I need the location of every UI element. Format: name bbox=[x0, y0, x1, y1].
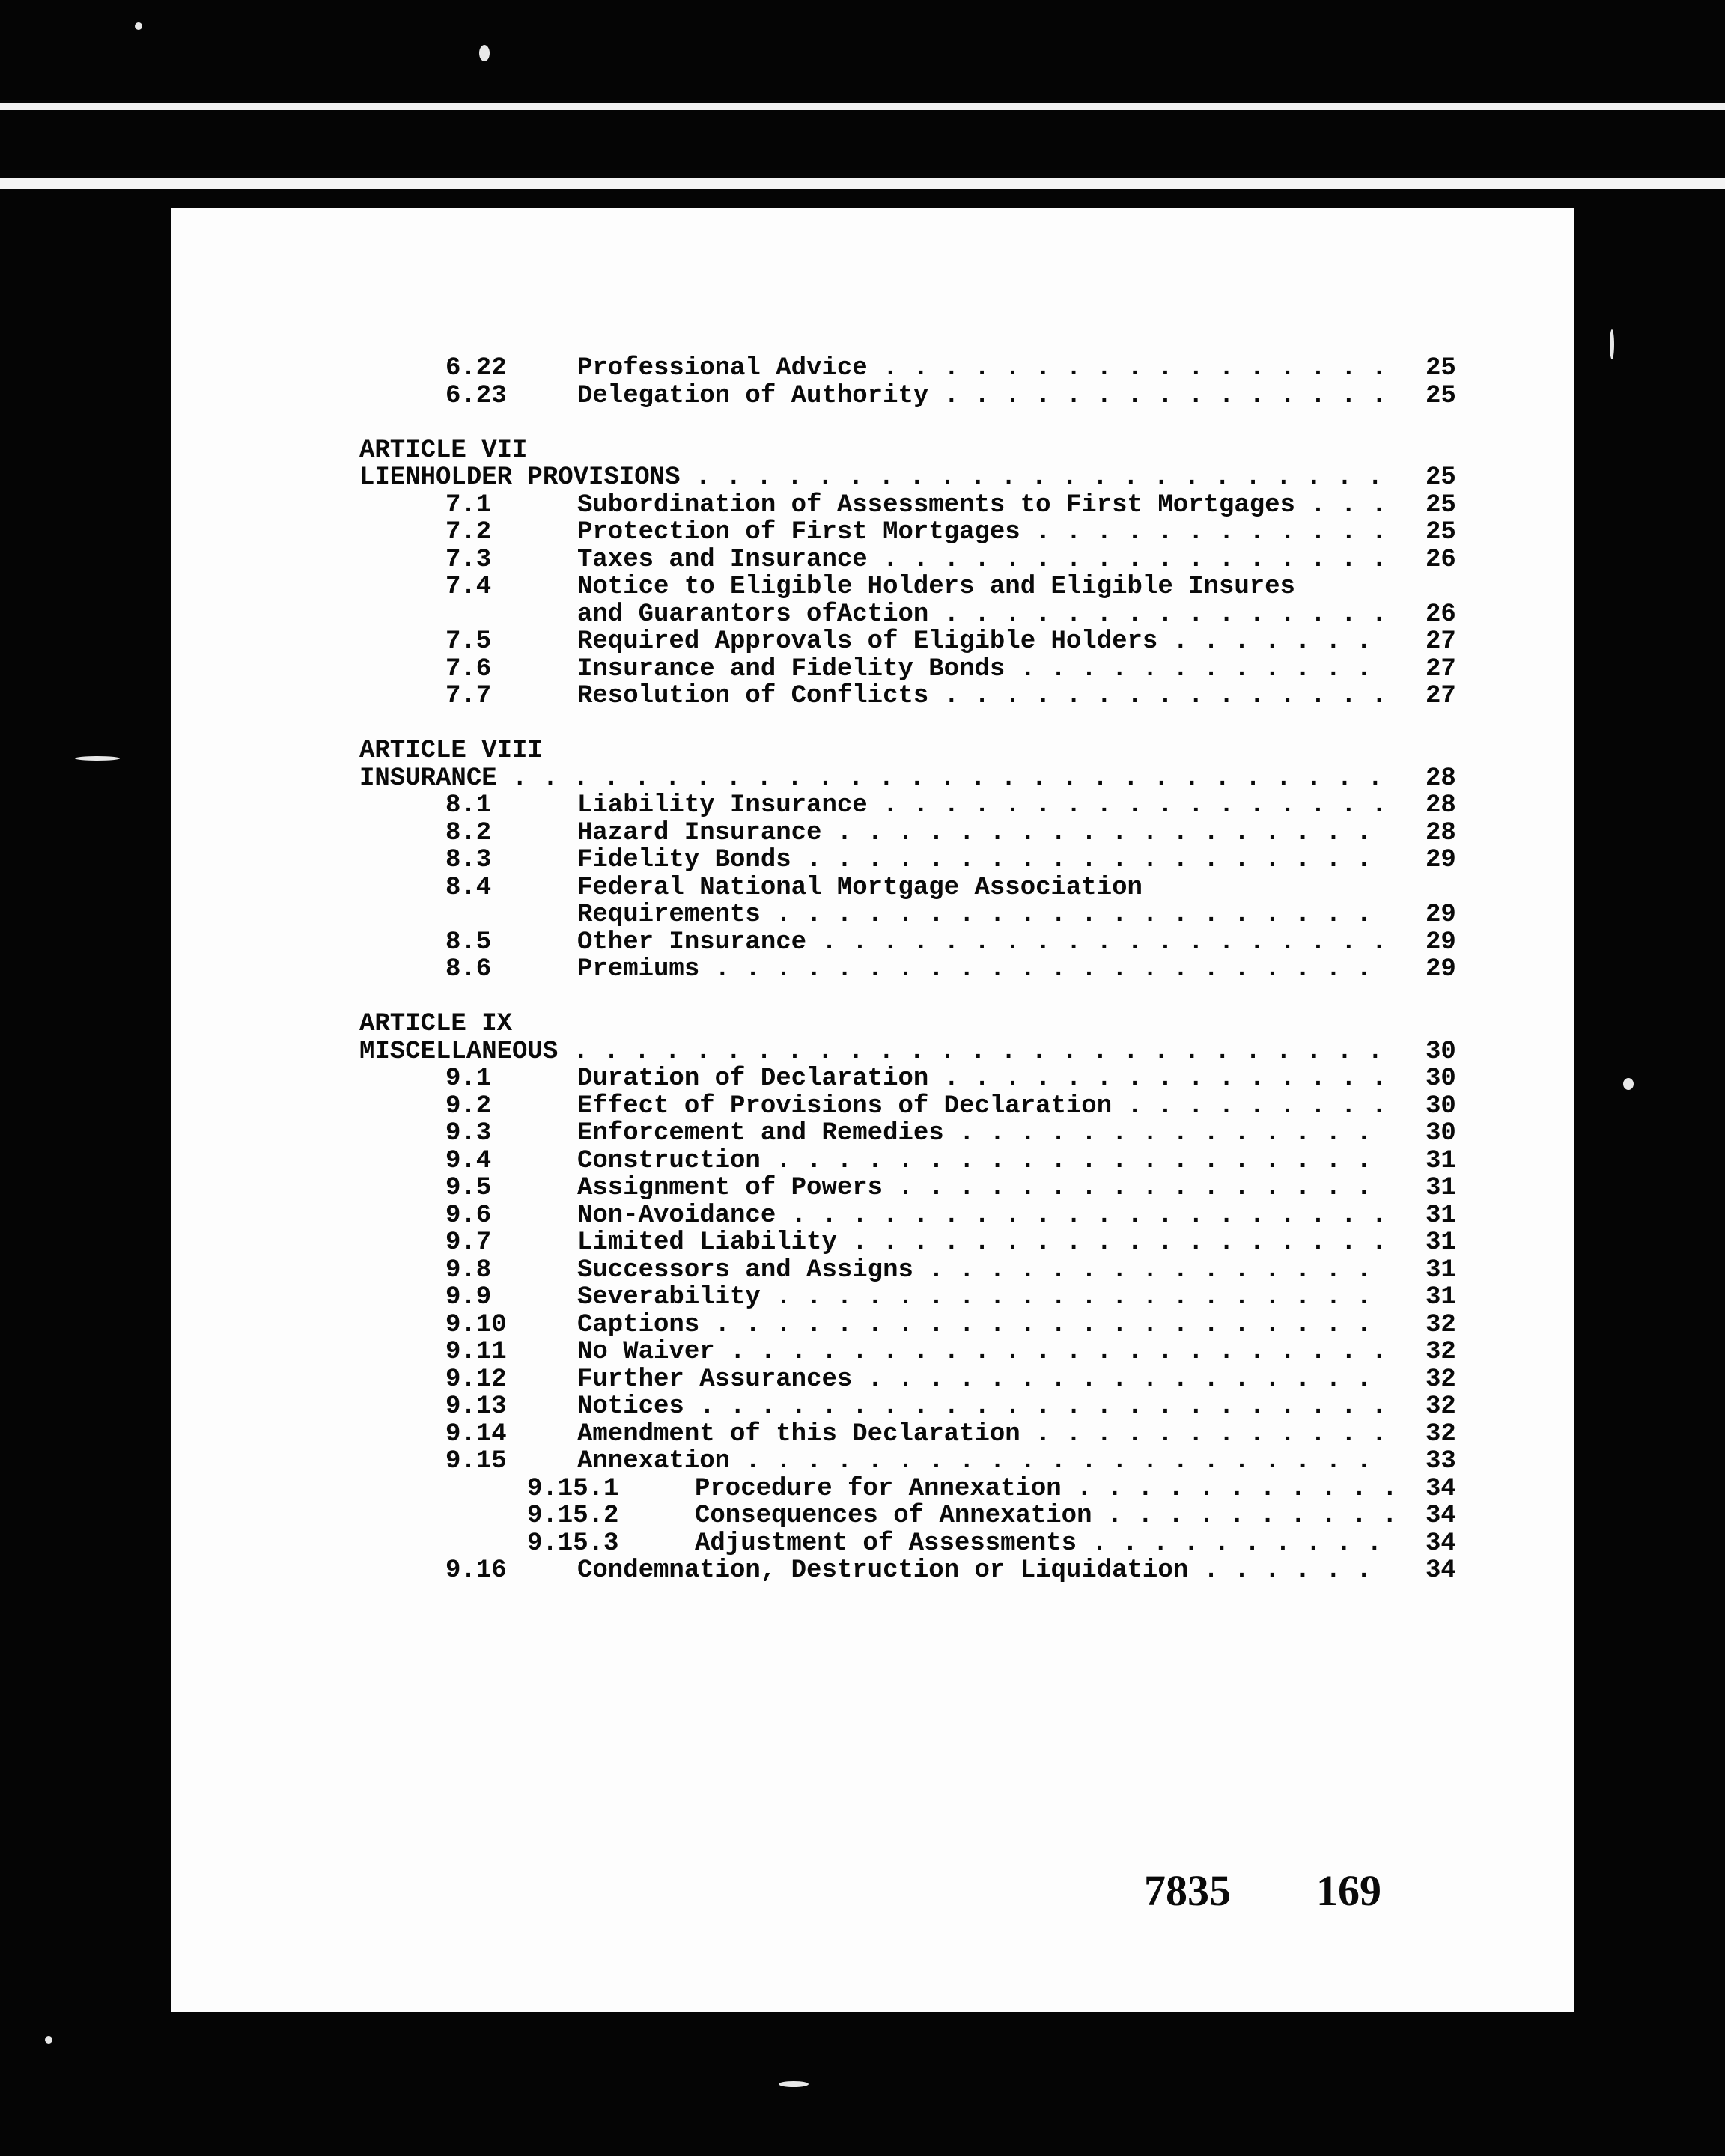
toc-entry bbox=[171, 546, 1574, 573]
toc-section-number: 9.14 bbox=[445, 1419, 507, 1449]
toc-section-title: Other Insurance bbox=[577, 928, 807, 957]
toc-page-number: 25 bbox=[1426, 381, 1456, 410]
toc-page-number: 30 bbox=[1426, 1091, 1456, 1121]
toc-entry bbox=[171, 820, 1574, 847]
toc-section-number: 9.13 bbox=[445, 1392, 507, 1421]
toc-section-title: Protection of First Mortgages bbox=[577, 518, 1020, 546]
toc-section-title: Severability bbox=[577, 1283, 761, 1312]
toc-section-title: INSURANCE bbox=[359, 764, 497, 793]
toc-leader-dots: . . . . . . . . . . . . . . . . . . . . . . . bbox=[699, 1392, 1387, 1421]
toc-section-number: 9.15.1 bbox=[527, 1474, 619, 1503]
toc-leader-dots: . . . . . . . . . . . . . . . . . . . . . . bbox=[730, 1338, 1387, 1366]
toc-section-title: Fidelity Bonds bbox=[577, 846, 791, 874]
scan-speck bbox=[1623, 1078, 1634, 1090]
toc-page-number: 31 bbox=[1426, 1201, 1456, 1230]
scan-speck bbox=[135, 22, 142, 30]
toc-section-number: 8.3 bbox=[445, 846, 492, 874]
toc-entry bbox=[171, 1229, 1574, 1256]
footer-page-number: 169 bbox=[1316, 1866, 1381, 1915]
toc-section-title: Procedure for Annexation bbox=[695, 1474, 1062, 1503]
toc-entry bbox=[171, 628, 1574, 655]
toc-section-number: 9.16 bbox=[445, 1556, 507, 1585]
toc-entry bbox=[171, 874, 1574, 901]
toc-entry bbox=[171, 1502, 1574, 1529]
toc-page-number: 32 bbox=[1426, 1419, 1456, 1449]
toc-page-number: 28 bbox=[1426, 791, 1456, 820]
scan-edge-line bbox=[0, 103, 1725, 110]
toc-section-title: Condemnation, Destruction or Liquidation bbox=[577, 1556, 1189, 1585]
toc-section-number: 6.22 bbox=[445, 354, 507, 383]
toc-section-title: Effect of Provisions of Declaration bbox=[577, 1091, 1113, 1121]
toc-page-number: 30 bbox=[1426, 1065, 1456, 1093]
toc-section-title: Successors and Assigns bbox=[577, 1255, 913, 1285]
toc-section-title: LIENHOLDER PROVISIONS bbox=[359, 463, 681, 492]
toc-leader-dots: . . . . . . . . . . . . . . . . . . . . . . . . . . . bbox=[573, 1037, 1399, 1066]
toc-entry bbox=[171, 1339, 1574, 1365]
toc-section-number: 7.4 bbox=[445, 573, 492, 601]
toc-section-title: Liability Insurance bbox=[577, 791, 868, 820]
toc-leader-dots: . . . . . . . . . . . . . . . . . . . . bbox=[776, 901, 1387, 929]
toc-section-title: No Waiver bbox=[577, 1338, 715, 1366]
toc-article-heading bbox=[171, 737, 1574, 764]
toc-entry bbox=[171, 792, 1574, 819]
toc-entry bbox=[171, 1175, 1574, 1202]
toc-section-title: Enforcement and Remedies bbox=[577, 1119, 944, 1148]
toc-leader-dots: . . . . . . . . . . . . . . . . . . . . . bbox=[745, 1447, 1387, 1476]
toc-section-title: Notice to Eligible Holders and Eligible Insures bbox=[577, 573, 1295, 601]
toc-page-number: 32 bbox=[1426, 1365, 1456, 1394]
toc-entry bbox=[171, 573, 1574, 600]
toc-leader-dots: . . . . . . . . . . . . bbox=[1035, 1419, 1387, 1449]
toc-section-number: 9.5 bbox=[445, 1174, 492, 1202]
toc-page-number: 34 bbox=[1426, 1556, 1456, 1585]
toc-section-title: Assignment of Powers bbox=[577, 1174, 883, 1202]
toc-entry bbox=[171, 355, 1574, 382]
toc-entry bbox=[171, 683, 1574, 710]
toc-page-number: 32 bbox=[1426, 1310, 1456, 1339]
toc-section-number: 9.15.2 bbox=[527, 1502, 619, 1530]
toc-page-number: 31 bbox=[1426, 1255, 1456, 1285]
toc-section-title: Consequences of Annexation bbox=[695, 1502, 1092, 1530]
toc-leader-dots: . . . . . . . . . bbox=[1127, 1091, 1387, 1121]
toc-section-number: 9.10 bbox=[445, 1310, 507, 1339]
toc-entry bbox=[171, 656, 1574, 683]
toc-section-number: 9.1 bbox=[445, 1065, 492, 1093]
toc-section-title: Resolution of Conflicts bbox=[577, 682, 929, 710]
scan-speck bbox=[1610, 329, 1614, 359]
article-heading-text: ARTICLE IX bbox=[359, 1010, 513, 1038]
toc-entry bbox=[171, 601, 1574, 628]
toc-page-number: 25 bbox=[1426, 490, 1456, 520]
toc-section-title: Amendment of this Declaration bbox=[577, 1419, 1020, 1449]
toc-section-title: Requirements bbox=[577, 901, 761, 929]
toc-section-number: 8.6 bbox=[445, 955, 492, 984]
toc-section-title: Notices bbox=[577, 1392, 684, 1421]
toc-article-heading bbox=[171, 1011, 1574, 1038]
toc-section-title: Further Assurances bbox=[577, 1365, 853, 1394]
toc-section-number: 9.3 bbox=[445, 1119, 492, 1148]
toc-entry bbox=[171, 765, 1574, 792]
toc-section-title: Taxes and Insurance bbox=[577, 545, 868, 574]
toc-section-number: 9.9 bbox=[445, 1283, 492, 1312]
toc-section-title: Duration of Declaration bbox=[577, 1065, 929, 1093]
toc-leader-dots: . . . . . . . . . . . . . . . . . . . . bbox=[791, 1201, 1387, 1230]
toc-section-title: Subordination of Assessments to First Mortgages bbox=[577, 490, 1295, 520]
toc-entry bbox=[171, 1393, 1574, 1420]
toc-page-number: 29 bbox=[1426, 955, 1456, 984]
toc-page-number: 32 bbox=[1426, 1338, 1456, 1366]
toc-section-title: Insurance and Fidelity Bonds bbox=[577, 654, 1006, 683]
toc-section-number: 9.15.3 bbox=[527, 1529, 619, 1558]
toc-page-number: 27 bbox=[1426, 654, 1456, 683]
toc-section-number: 7.3 bbox=[445, 545, 492, 574]
footer-book-number: 7835 bbox=[1144, 1866, 1231, 1915]
toc-section-number: 8.1 bbox=[445, 791, 492, 820]
toc-page-number: 31 bbox=[1426, 1283, 1456, 1312]
toc-page-number: 30 bbox=[1426, 1119, 1456, 1148]
toc-section-number: 8.4 bbox=[445, 873, 492, 902]
toc-section-title: and Guarantors ofAction bbox=[577, 600, 929, 629]
toc-entry bbox=[171, 519, 1574, 546]
scan-speck bbox=[779, 2081, 809, 2087]
toc-leader-dots: . . . . . . . . . . . . . . . bbox=[943, 381, 1387, 410]
toc-section-number: 9.11 bbox=[445, 1338, 507, 1366]
toc-entry bbox=[171, 847, 1574, 874]
toc-entry bbox=[171, 1557, 1574, 1584]
toc-entry bbox=[171, 1476, 1574, 1502]
toc-page-number: 27 bbox=[1426, 682, 1456, 710]
toc-section-number: 9.7 bbox=[445, 1228, 492, 1257]
toc-page-number: 31 bbox=[1426, 1174, 1456, 1202]
toc-leader-dots: . . . . . . . . . . bbox=[1107, 1502, 1398, 1530]
toc-entry bbox=[171, 1093, 1574, 1120]
toc-section-number: 7.1 bbox=[445, 490, 492, 520]
toc-leader-dots: . . . . . . . . . . . . . . . . bbox=[898, 1174, 1387, 1202]
toc-page-number: 29 bbox=[1426, 928, 1456, 957]
toc-leader-dots: . . . . . . . . . . bbox=[1092, 1529, 1398, 1558]
toc-section-title: Construction bbox=[577, 1146, 761, 1175]
document-page bbox=[171, 208, 1574, 2012]
toc-entry bbox=[171, 383, 1574, 409]
toc-entry bbox=[171, 1312, 1574, 1339]
toc-leader-dots: . . . . . . . . . . . . . . . . . . . . . . bbox=[714, 1310, 1387, 1339]
toc-leader-dots: . . . . . . . . . . . . . . . bbox=[928, 1255, 1387, 1285]
toc-page-number: 32 bbox=[1426, 1392, 1456, 1421]
toc-leader-dots: . . . . . . . . . . . . bbox=[1020, 654, 1387, 683]
toc-section-number: 9.15 bbox=[445, 1447, 507, 1476]
toc-entry bbox=[171, 1120, 1574, 1147]
toc-page-number: 34 bbox=[1426, 1474, 1456, 1503]
scan-speck bbox=[75, 756, 120, 761]
toc-section-number: 7.6 bbox=[445, 654, 492, 683]
toc-entry bbox=[171, 1421, 1574, 1448]
toc-section-number: 9.12 bbox=[445, 1365, 507, 1394]
toc-section-number: 9.2 bbox=[445, 1091, 492, 1121]
toc-entry bbox=[171, 464, 1574, 491]
toc-leader-dots: . . . . . . . . . . . . . . . . . . . bbox=[821, 928, 1387, 957]
toc-entry bbox=[171, 1530, 1574, 1557]
toc-entry bbox=[171, 1202, 1574, 1229]
toc-entry bbox=[171, 1065, 1574, 1092]
toc-section-title: Annexation bbox=[577, 1447, 731, 1476]
toc-leader-dots: . . . . . . bbox=[1203, 1556, 1387, 1585]
toc-entry bbox=[171, 1448, 1574, 1475]
toc-entry bbox=[171, 1366, 1574, 1393]
scan-speck bbox=[45, 2036, 52, 2044]
toc-section-title: Premiums bbox=[577, 955, 700, 984]
toc-section-title: Federal National Mortgage Association bbox=[577, 873, 1143, 902]
toc-page-number: 25 bbox=[1426, 354, 1456, 383]
toc-leader-dots: . . . . . . . . . . . . . . . . . bbox=[867, 1365, 1387, 1394]
toc-section-title: Delegation of Authority bbox=[577, 381, 929, 410]
toc-page-number: 29 bbox=[1426, 901, 1456, 929]
toc-leader-dots: . . . . . . . . . . . bbox=[1077, 1474, 1398, 1503]
toc-leader-dots: . . . . . . . . . . . . . . . . . . . bbox=[806, 846, 1387, 874]
toc-section-number: 8.5 bbox=[445, 928, 492, 957]
toc-entry bbox=[171, 956, 1574, 983]
toc-leader-dots: . . . . . . . . . . . . . . . . . bbox=[883, 791, 1387, 820]
toc-leader-dots: . . . . . . . . . . . . . . . . . . . . . . . bbox=[695, 463, 1399, 492]
toc-leader-dots: . . . . . . . . . . . . . . . . . . . . bbox=[776, 1283, 1387, 1312]
toc-section-title: Required Approvals of Eligible Holders bbox=[577, 627, 1158, 656]
toc-section-title: Limited Liability bbox=[577, 1228, 837, 1257]
toc-page-number: 31 bbox=[1426, 1228, 1456, 1257]
toc-section-number: 7.2 bbox=[445, 518, 492, 546]
toc-leader-dots: . . . . . . . . . . . . . . . . . . bbox=[852, 1228, 1387, 1257]
toc-page-number: 25 bbox=[1426, 463, 1456, 492]
table-of-contents bbox=[171, 208, 1574, 2012]
toc-page-number: 27 bbox=[1426, 627, 1456, 656]
toc-section-title: Captions bbox=[577, 1310, 700, 1339]
toc-page-number: 33 bbox=[1426, 1447, 1456, 1476]
toc-page-number: 28 bbox=[1426, 818, 1456, 847]
toc-entry bbox=[171, 929, 1574, 956]
toc-page-number: 34 bbox=[1426, 1529, 1456, 1558]
toc-leader-dots: . . . . . . . . . . . . . . . bbox=[943, 600, 1387, 629]
toc-page-number: 31 bbox=[1426, 1146, 1456, 1175]
toc-section-number: 9.6 bbox=[445, 1201, 492, 1230]
toc-section-number: 9.8 bbox=[445, 1255, 492, 1285]
toc-entry bbox=[171, 1148, 1574, 1175]
toc-page-number: 34 bbox=[1426, 1502, 1456, 1530]
toc-entry bbox=[171, 1284, 1574, 1311]
toc-section-title: Hazard Insurance bbox=[577, 818, 822, 847]
toc-page-number: 28 bbox=[1426, 764, 1456, 793]
toc-entry bbox=[171, 1038, 1574, 1065]
toc-leader-dots: . . . . . . . . . . . . . . . . . . bbox=[836, 818, 1387, 847]
toc-leader-dots: . . . . . . . . . . . . . . . . . bbox=[883, 545, 1387, 574]
toc-section-number: 6.23 bbox=[445, 381, 507, 410]
toc-leader-dots: . . . . . . . . . . . . . . . bbox=[943, 1065, 1387, 1093]
toc-section-title: Non-Avoidance bbox=[577, 1201, 776, 1230]
toc-section-title: Professional Advice bbox=[577, 354, 868, 383]
scan-edge-line bbox=[0, 178, 1725, 189]
toc-entry bbox=[171, 492, 1574, 519]
toc-leader-dots: . . . . . . . . . . . . . . . bbox=[943, 682, 1387, 710]
toc-page-number: 30 bbox=[1426, 1037, 1456, 1066]
toc-section-number: 9.4 bbox=[445, 1146, 492, 1175]
article-heading-text: ARTICLE VII bbox=[359, 436, 528, 465]
toc-leader-dots: . . . . . . . . . . . . . . bbox=[959, 1119, 1387, 1148]
toc-leader-dots: . . . bbox=[1310, 490, 1387, 520]
toc-leader-dots: . . . . . . . . . . . . . . . . . . . . . . . . . . . . . bbox=[512, 764, 1399, 793]
toc-leader-dots: . . . . . . . . . . . . bbox=[1035, 518, 1387, 546]
toc-page-number: 26 bbox=[1426, 545, 1456, 574]
toc-page-number: 29 bbox=[1426, 846, 1456, 874]
toc-section-number: 8.2 bbox=[445, 818, 492, 847]
toc-section-number: 7.7 bbox=[445, 682, 492, 710]
toc-page-number: 25 bbox=[1426, 518, 1456, 546]
article-heading-text: ARTICLE VIII bbox=[359, 737, 543, 765]
toc-section-title: Adjustment of Assessments bbox=[695, 1529, 1077, 1558]
toc-leader-dots: . . . . . . . . . . . . . . . . . . . . . . bbox=[714, 955, 1387, 984]
toc-section-number: 7.5 bbox=[445, 627, 492, 656]
toc-entry bbox=[171, 1257, 1574, 1284]
toc-article-heading bbox=[171, 437, 1574, 464]
toc-section-title: MISCELLANEOUS bbox=[359, 1037, 559, 1066]
toc-leader-dots: . . . . . . . . . . . . . . . . . . . . bbox=[776, 1146, 1387, 1175]
toc-leader-dots: . . . . . . . bbox=[1172, 627, 1387, 656]
scan-speck bbox=[479, 45, 490, 61]
toc-entry bbox=[171, 901, 1574, 928]
toc-page-number: 26 bbox=[1426, 600, 1456, 629]
toc-leader-dots: . . . . . . . . . . . . . . . . . bbox=[883, 354, 1387, 383]
